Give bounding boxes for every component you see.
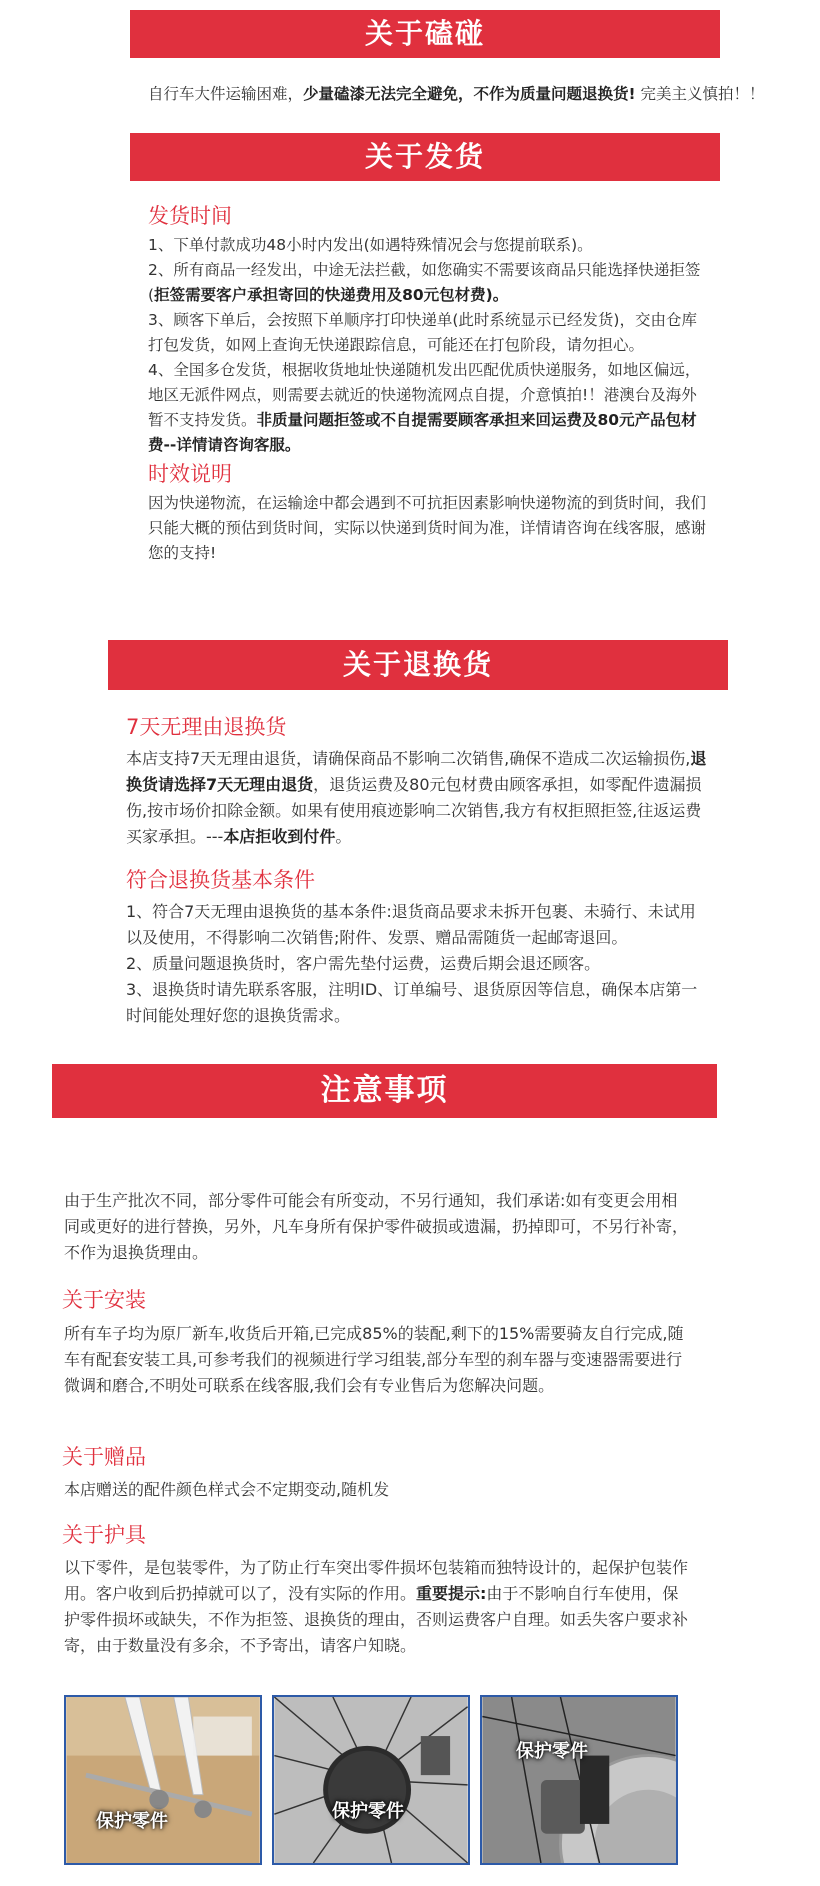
returns-policy-text: 本店支持7天无理由退货，请确保商品不影响二次销售,确保不造成二次运输损伤,退换货请选择7天无理由退货，退货运费及80元包材费由顾客承担，如零配件遗漏损伤,按市场价扣除金额。如果有使用痕迹影响二次销售,我方有权拒照拒签,往返运费买家承担。---本店拒收到付件。 [126, 749, 707, 846]
section-banner-notes [52, 1064, 717, 1118]
section-banner-collision [130, 10, 720, 58]
subheading-timeliness: 时效说明 [148, 462, 232, 486]
protector-photo-wheel [272, 1695, 470, 1865]
timeliness-text: 因为快递物流，在运输途中都会遇到不可抗拒因素影响快递物流的到货时间，我们只能大概的预估到货时间，实际以快递到货时间为准，详情请咨询在线客服，感谢您的支持! [148, 494, 707, 562]
protector-photo-disc [480, 1695, 678, 1865]
photo-label: 保护零件 [516, 1741, 588, 1762]
photo-wheel-image [274, 1697, 468, 1863]
collision-note: 自行车大件运输困难，少量磕漆无法完全避免，不作为质量问题退换货! 完美主义慎拍！！ [148, 85, 765, 103]
subheading-7day: 7天无理由退换货 [126, 715, 287, 739]
section-title: 注意事项 [320, 1073, 449, 1108]
install-text: 所有车子均为原厂新车,收货后开箱,已完成85%的装配,剩下的15%需要骑友自行完成,随车有配套安装工具,可参考我们的视频进行学习组装,部分车型的刹车器与变速器需要进行微调和磨合,不明处可联系在线客服,我们会有专业售后为您解决问题。 [64, 1324, 684, 1395]
photo-fork-image [66, 1697, 260, 1863]
photo-label: 保护零件 [332, 1801, 404, 1822]
list-item: 2、所有商品一经发出，中途无法拦截，如您确实不需要该商品只能选择快递拒签(拒签需要客户承担寄回的快递费用及80元包材费)。 [148, 261, 701, 304]
subheading-conditions: 符合退换货基本条件 [126, 868, 315, 892]
subheading-gift: 关于赠品 [62, 1445, 146, 1469]
section-banner-shipping [130, 133, 720, 181]
gift-text: 本店赠送的配件颜色样式会不定期变动,随机发 [64, 1480, 390, 1499]
section-title: 关于发货 [364, 140, 485, 173]
protector-photo-fork [64, 1695, 262, 1865]
subheading-protect: 关于护具 [62, 1523, 146, 1547]
ship-time-list [148, 233, 706, 458]
list-item: 3、顾客下单后，会按照下单顺序打印快递单(此时系统显示已经发货)，交由仓库打包发货，如网上查询无快递跟踪信息，可能还在打包阶段，请勿担心。 [148, 311, 697, 354]
conditions-list [126, 899, 709, 1029]
list-item: 2、质量问题退换货时，客户需先垫付运费，运费后期会退还顾客。 [126, 954, 601, 973]
notes-intro: 由于生产批次不同，部分零件可能会有所变动，不另行通知，我们承诺:如有变更会用相同或更好的进行替换，另外，凡车身所有保护零件破损或遗漏，扔掉即可，不另行补寄，不作为退换货理由。 [64, 1191, 689, 1262]
list-item: 1、符合7天无理由退换货的基本条件:退货商品要求未拆开包裹、未骑行、未试用以及使用，不得影响二次销售;附件、发票、赠品需随货一起邮寄退回。 [126, 902, 696, 947]
photo-disc-image [482, 1697, 676, 1863]
list-item: 3、退换货时请先联系客服，注明ID、订单编号、退货原因等信息，确保本店第一时间能处理好您的退换货需求。 [126, 980, 698, 1025]
section-title: 关于退换货 [342, 648, 493, 681]
subheading-ship-time: 发货时间 [148, 204, 232, 228]
list-item: 1、下单付款成功48小时内发出(如遇特殊情况会与您提前联系)。 [148, 236, 593, 254]
section-title: 关于磕碰 [364, 17, 485, 50]
subheading-install: 关于安装 [62, 1288, 146, 1312]
list-item: 4、全国多仓发货，根据收货地址快递随机发出匹配优质快递服务，如地区偏远，地区无派件网点，则需要去就近的快递物流网点自提，介意慎拍!！港澳台及海外暂不支持发货。非质量问题拒签或不自提需要顾客承担来回运费及80元产品包材费--详情请咨询客服。 [148, 361, 701, 454]
protect-text: 以下零件，是包装零件，为了防止行车突出零件损坏包装箱而独特设计的，起保护包装作用。客户收到后扔掉就可以了，没有实际的作用。重要提示:由于不影响自行车使用，保护零件损坏或缺失，不作为拒签、退换货的理由，否则运费客户自理。如丢失客户要求补寄，由于数量没有多余，不予寄出，请客户知晓。 [64, 1558, 689, 1655]
section-banner-returns [108, 640, 728, 690]
photo-label: 保护零件 [96, 1811, 168, 1832]
